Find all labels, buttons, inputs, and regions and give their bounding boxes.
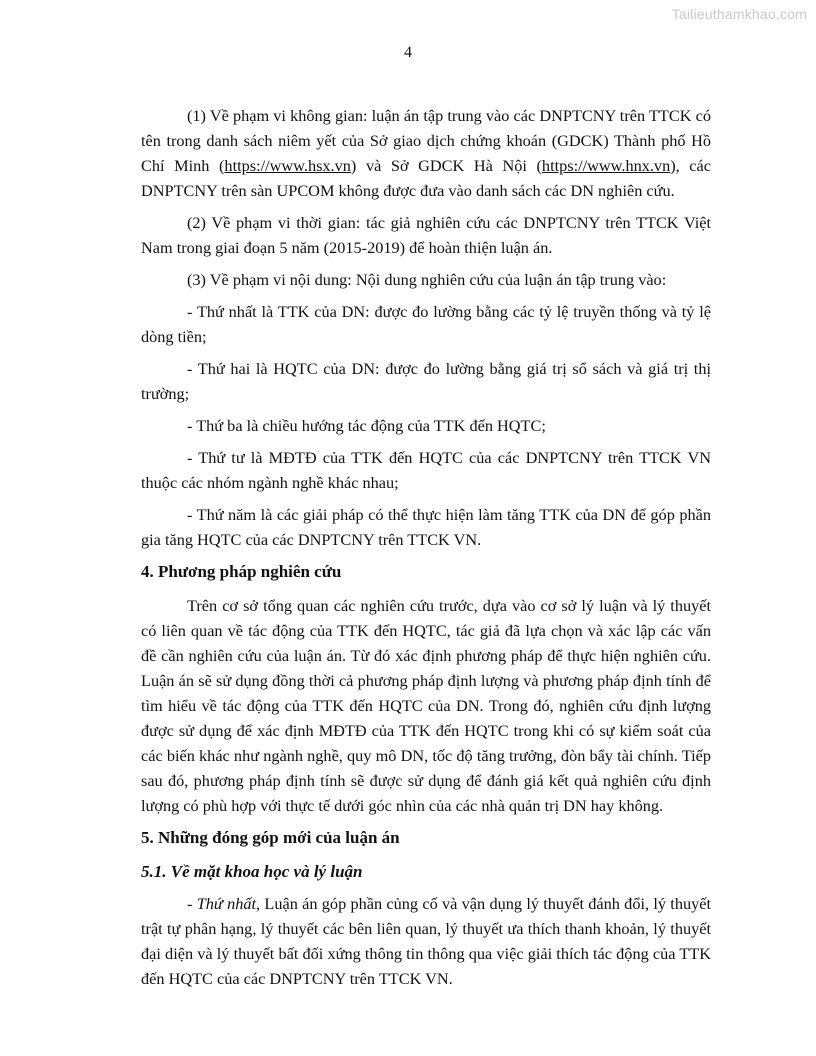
list-item: - Thứ ba là chiều hướng tác động của TTK đến HQTC; (187, 416, 546, 435)
subsection-heading-science: 5.1. Về mặt khoa học và lý luận (141, 862, 363, 881)
contribution-lead: - (187, 894, 197, 913)
methods-paragraph: Trên cơ sở tổng quan các nghiên cứu trước, dựa vào cơ sở lý luận và lý thuyết có liên quan về tác động của TTK đến HQTC, tác giả đã lựa chọn và xác lập các vấn đề cần nghiên cứu của luận án. Từ đó xác định phương pháp để thực hiện nghiên cứu. Luận án sẽ sử dụng đồng thời cả phương pháp định lượng và phương pháp định tính để tìm hiểu về tác động của TTK đến HQTC của DN. Trong đó, nghiên cứu định lượng được sử dụng để xác định MĐTĐ của TTK đến HQTC trong khi có sự kiểm soát của các biến khác như ngành nghề, quy mô DN, tốc độ tăng trưởng, đòn bẩy tài chính. Tiếp sau đó, phương pháp định tính sẽ được sử dụng để đánh giá kết quả nghiên cứu định lượng có phù hợp với thực tế dưới góc nhìn của các nhà quản trị DN hay không. (141, 596, 711, 815)
scope-space-text-2: ) và Sở GDCK Hà Nội ( (350, 156, 542, 175)
contribution-first-paragraph (141, 891, 711, 991)
scope-space-paragraph (141, 103, 711, 203)
hsx-link[interactable]: https://www.hsx.vn (224, 156, 351, 175)
watermark: Tailieuthamkhao.com (671, 6, 807, 22)
section-heading-methods: 4. Phương pháp nghiên cứu (141, 562, 342, 581)
list-item: - Thứ hai là HQTC của DN: được đo lường bằng giá trị sổ sách và giá trị thị trường; (141, 359, 711, 403)
list-item: - Thứ năm là các giải pháp có thể thực hiện làm tăng TTK của DN để góp phần gia tăng HQTC của các DNPTCNY trên TTCK VN. (141, 505, 711, 549)
scope-space-text-1: (1) Về phạm vi không gian: luận án tập trung vào các DNPTCNY trên TTCK có tên trong danh sách niêm yết của Sở giao dịch chứng khoán (GDCK) Thành phố Hồ Chí Minh ( (141, 106, 711, 175)
page-number: 4 (404, 44, 412, 61)
contribution-first-label: Thứ nhất (196, 894, 257, 913)
hnx-link[interactable]: https://www.hnx.vn (541, 156, 671, 175)
scope-time-paragraph: (2) Về phạm vi thời gian: tác giả nghiên cứu các DNPTCNY trên TTCK Việt Nam trong giai đoạn 5 năm (2015-2019) để hoàn thiện luận án. (141, 213, 711, 257)
contribution-first-text: , Luận án góp phần củng cố và vận dụng lý thuyết đánh đổi, lý thuyết trật tự phân hạng, lý thuyết các bên liên quan, lý thuyết ưa thích thanh khoản, lý thuyết đại diện và lý thuyết bất đối xứng thông tin thông qua việc giải thích tác động của TTK đến HQTC của các DNPTCNY trên TTCK VN. (141, 894, 711, 988)
document-body (141, 103, 711, 998)
list-item: - Thứ nhất là TTK của DN: được đo lường bằng các tỷ lệ truyền thống và tỷ lệ dòng tiền; (141, 302, 711, 346)
section-heading-contributions: 5. Những đóng góp mới của luận án (141, 828, 400, 847)
list-item: - Thứ tư là MĐTĐ của TTK đến HQTC của các DNPTCNY trên TTCK VN thuộc các nhóm ngành nghề khác nhau; (141, 448, 711, 492)
scope-space-text-3: ), các DNPTCNY trên sàn UPCOM không được đưa vào danh sách các DN nghiên cứu. (141, 156, 711, 200)
scope-content-paragraph: (3) Về phạm vi nội dung: Nội dung nghiên cứu của luận án tập trung vào: (187, 270, 667, 289)
